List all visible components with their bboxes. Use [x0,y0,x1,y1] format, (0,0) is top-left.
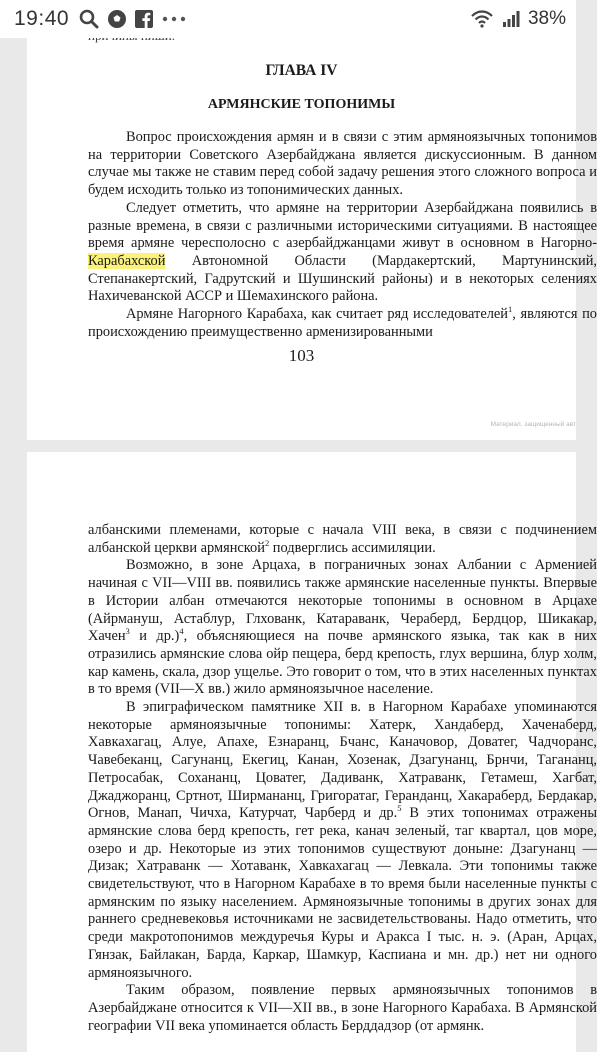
paragraph: Следует отметить, что армяне на территории Азербайджана появились в разные времена, в связи с различными историческими ситуациями. В настоящее время армяне чересполосно с азербайджанцами живут в основном в Нагорно-Карабахской Автономной Области (Мардакертский, Мартунинский, Степанакертский, Гадрутский и Шушинский районы) и в некоторых селениях Нахичеванской АССР и Шемахинского района. [88,199,597,305]
document-page-103 [27,28,597,440]
document-page-104 [27,452,597,1052]
paragraph: В эпиграфическом памятнике XII в. в Нагорном Карабахе упоминаются некоторые армяноязычные топонимы: Хатерк, Хандаберд, Хаченаберд, Хавкахагац, Алуе, Апахе, Езнаранц, Бчанс, Каначовор, Доватег, Чадчоранс, Чавебеканц, Сагунанц, Екегиц, Канан, Хозенак, Дзагунанц, Брнчи, Тагананц, Петросабак, Сохананц, Цоватег, Дадиванк, Хатраванк, Гетамеш, Хагбат, Джаджоранц, Сртнот, Ширмананц, Григоратаг, Геранданц, Хакараберд, Бердакар, Огнов, Манап, Чичха, Катурчат, Чарберд и др.$^5$ В этих топонимах отражены армянские слова берд крепость, гет река, канач зеленый, таг квартал, цов море, озеро и др. Некоторые из этих топонимов существуют доныне: Дзагунанц — Дизак; Хатраванк — Хотаванк, Хавкахагац — Левкала. Эти топонимы также свидетельствуют, что в Нагорном Карабахе в то время были населенные пункты с армянским по языку населением. Армяноязычные топонимы в других зонах для раннего средневековья источниками не засвидетельствованы. Надо отметить, что среди макротопонимов междуречья Куры и Аракса I тыс. н. э. (Аран, Арцах, Гянзак, Байлакан, Барда, Каркар, Шамкур, Каспиана и мн. др.) нет ни одного армяноязычного. [88,699,597,981]
status-time: 19:40 [14,7,70,30]
footnote-ref: 2 [264,537,270,548]
footnote-ref: 3 [125,626,130,637]
paragraph: Вопрос происхождения армян и в связи с этим армяноязычных топонимов на территории Советского Азербайджана является дискуссионным. В данном случае мы также не ставим перед собой задачу решения этого сложного вопроса и будем исходить только из топонимических данных. [88,129,597,199]
paragraph: Армяне Нагорного Карабаха, как считает ряд исследователей$^1$, являются по происхождению преимущественно арменизированными [88,304,597,340]
chapter-heading: ГЛАВА IV [265,62,338,79]
chapter-title: АРМЯНСКИЕ ТОПОНИМЫ [207,97,396,112]
wifi-icon [470,9,494,29]
signal-icon [502,10,520,28]
paragraph: Таким образом, появление первых армяноязычных топонимов в Азербайджане относится к VII—XII вв., в зоне Нагорного Карабаха. В Армянской географии VII века упоминается область Берддадзор (от армянк. [88,982,597,1034]
page-number: 103 [288,346,315,365]
notification-icons [79,9,187,29]
search-icon [79,9,99,29]
footnote-ref: 5 [397,803,402,814]
soccer-ball-icon [107,9,127,29]
page2-body [88,522,597,1035]
paragraph: Возможно, в зоне Арцаха, в пограничных зонах Албании с Арменией начиная с VII—VIII вв. появились также армянские населенные пункты. Впервые в Истории албан отмечаются некоторые топонимы в основном в Арцахе (Айрмануш, Астаблур, Глхованк, Катараванк, Чераберд, Бердцор, Шикакар, Хачен$^3$ и др.)$^4$, объясняющиеся на почве армянского языка, так как в них отразились армянские слова ойр пещера, берд крепость, глух вершина, блур холм, кар камень, скала, дзор ущелье. Это говорит о том, что в этих населенных пунктах в то время (VII—X вв.) жило армяноязычное население. [88,557,597,698]
footnote-ref: 1 [508,304,513,315]
more-icon [161,15,187,23]
footnote-ref: 4 [179,626,184,637]
facebook-icon [135,10,153,28]
watermark: Материал, защищенный авт [490,421,576,428]
search-highlight[interactable]: Карабахской [88,252,166,269]
status-bar [0,0,576,38]
paragraph: албанскими племенами, которые с начала VIII века, в связи с подчинением албанской церкви армянской$^2$ подверглись ассимиляции. [88,522,597,556]
battery-level: 38% [527,8,566,29]
system-icons [470,8,566,30]
page1-body [88,129,597,341]
